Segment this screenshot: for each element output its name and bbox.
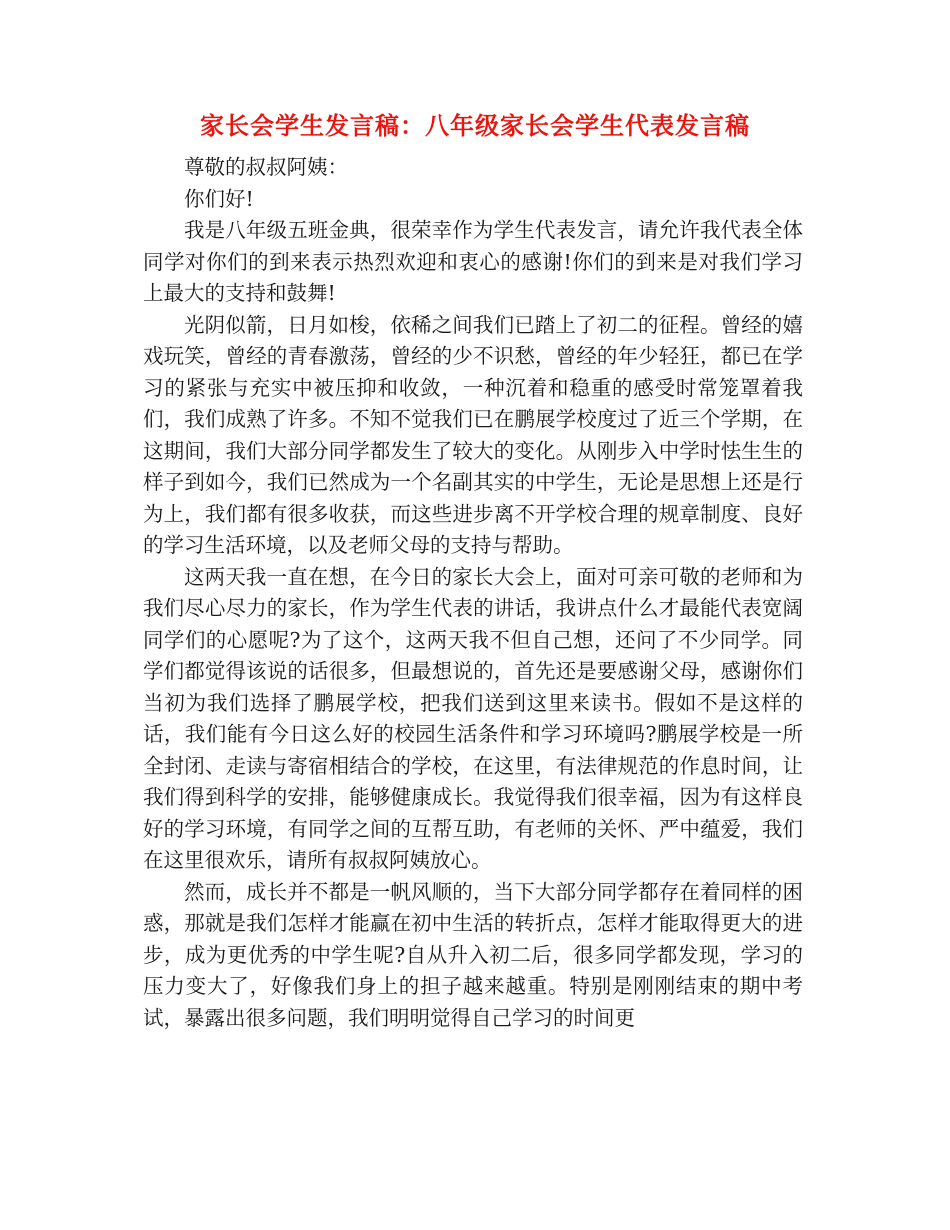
salutation: 尊敬的叔叔阿姨： [184,155,348,179]
document-body [143,152,803,1034]
body-paragraph: 光阴似箭，日月如梭，依稀之间我们已踏上了初二的征程。曾经的嬉戏玩笑，曾经的青春激荡，曾经的少不识愁，曾经的年少轻狂，都已在学习的紧张与充实中被压抑和收敛，一种沉着和稳重的感受时常笼罩着我们，我们成熟了许多。不知不觉我们已在鹏展学校度过了近三个学期，在这期间，我们大部分同学都发生了较大的变化。从刚步入中学时怯生生的样子到如今，我们已然成为一个名副其实的中学生，无论是思想上还是行为上，我们都有很多收获，而这些进步离不开学校合理的规章制度、良好的学习生活环境，以及老师父母的支持与帮助。 [143,312,803,557]
body-paragraph: 然而，成长并不都是一帆风顺的，当下大部分同学都存在着同样的困惑，那就是我们怎样才能赢在初中生活的转折点，怎样才能取得更大的进步，成为更优秀的中学生呢?自从升入初二后，很多同学都发现，学习的压力变大了，好像我们身上的担子越来越重。特别是刚刚结束的期中考试，暴露出很多问题，我们明明觉得自己学习的时间更 [143,879,803,1030]
greeting: 你们好! [184,186,254,211]
body-paragraph: 我是八年级五班金典，很荣幸作为学生代表发言，请允许我代表全体同学对你们的到来表示热烈欢迎和衷心的感谢!你们的到来是对我们学习上最大的支持和鼓舞! [143,218,803,305]
body-paragraph: 这两天我一直在想，在今日的家长大会上，面对可亲可敬的老师和为我们尽心尽力的家长，作为学生代表的讲话，我讲点什么才最能代表宽阔同学们的心愿呢?为了这个，这两天我不但自己想，还问了不少同学。同学们都觉得该说的话很多，但最想说的，首先还是要感谢父母，感谢你们当初为我们选择了鹏展学校，把我们送到这里来读书。假如不是这样的话，我们能有今日这么好的校园生活条件和学习环境吗?鹏展学校是一所全封闭、走读与寄宿相结合的学校，在这里，有法律规范的作息时间，让我们得到科学的安排，能够健康成长。我觉得我们很幸福，因为有这样良好的学习环境，有同学之间的互帮互助，有老师的关怀、严中蕴爱，我们在这里很欢乐，请所有叔叔阿姨放心。 [143,564,803,872]
document-title: 家长会学生发言稿：八年级家长会学生代表发言稿 [200,111,750,140]
